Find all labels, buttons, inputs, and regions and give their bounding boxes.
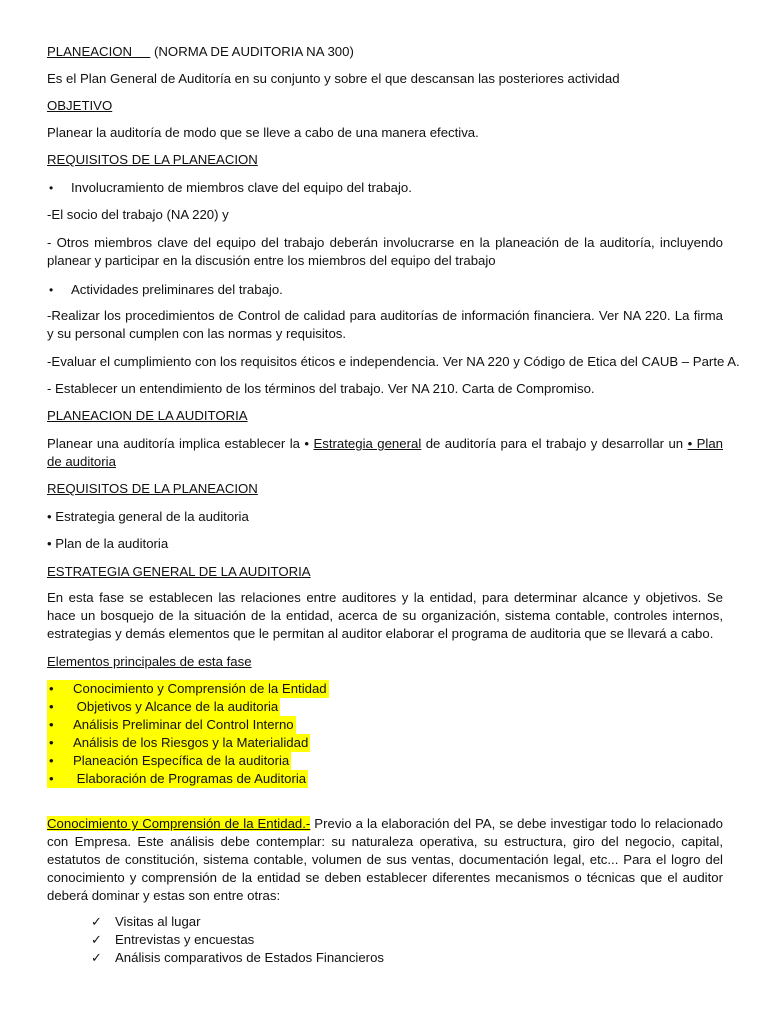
req-item-1: • Estrategia general de la auditoria — [47, 509, 249, 524]
realizar-paragraph: -Realizar los procedimientos de Control de calidad para auditorías de información financiera. Ver NA 220. La firma y su personal cumplen con las normas y requisitos. — [47, 308, 723, 341]
title-norma: (NORMA DE AUDITORIA NA 300) — [154, 44, 354, 59]
checkmark-icon: ✓ — [91, 950, 103, 965]
socio-text: -El socio del trabajo (NA 220) y — [47, 207, 229, 222]
check-text: Entrevistas y encuestas — [115, 932, 255, 947]
elementos-heading: Elementos principales de esta fase — [47, 654, 252, 669]
bullet-dot: • — [49, 283, 54, 297]
planeacion-auditoria-heading: PLANEACION DE LA AUDITORIA — [47, 408, 248, 423]
planear-mid: de auditoría para el trabajo y desarrollar un — [425, 436, 684, 451]
elemento-text: Objetivos y Alcance de la auditoria — [73, 699, 279, 714]
requisitos-heading: REQUISITOS DE LA PLANEACION — [47, 152, 258, 167]
check-item-visitas — [91, 913, 201, 931]
planear-paragraph — [47, 435, 723, 471]
estrategia-heading: ESTRATEGIA GENERAL DE LA AUDITORIA — [47, 564, 311, 579]
elemento-text: Análisis de los Riesgos y la Materialidad — [73, 735, 309, 750]
title-planeacion: PLANEACION — [47, 44, 133, 59]
checkmark-icon: ✓ — [91, 914, 103, 929]
bullet-dot: • — [49, 753, 54, 768]
title-line — [47, 43, 354, 61]
title-gap — [132, 44, 150, 59]
elemento-item — [47, 716, 329, 734]
evaluar-text: -Evaluar el cumplimiento con los requisitos éticos e independencia. Ver NA 220 y Código de Etica del CAUB – Parte A. — [47, 354, 740, 369]
check-item-entrevistas — [91, 931, 254, 949]
bullet-dot: • — [49, 735, 54, 750]
establecer-text: - Establecer un entendimiento de los términos del trabajo. Ver NA 210. Carta de Compromiso. — [47, 381, 595, 396]
elementos-list — [47, 680, 329, 788]
bullet-dot: • — [49, 771, 54, 786]
bullet-text: Actividades preliminares del trabajo. — [71, 282, 283, 297]
elemento-text: Planeación Específica de la auditoria — [73, 753, 290, 768]
conocimiento-label: Conocimiento y Comprensión de la Entidad.- — [47, 816, 311, 831]
elemento-item — [47, 770, 329, 788]
elemento-text: Elaboración de Programas de Auditoria — [73, 771, 307, 786]
elemento-item — [47, 752, 329, 770]
otros-paragraph: - Otros miembros clave del equipo del trabajo deberán involucrarse en la planeación de la auditoría, incluyendo planear y participar en la discusión entre los miembros del equipo del trabajo — [47, 235, 723, 268]
check-item-analisis — [91, 949, 384, 967]
planear-estrategia: Estrategia general — [313, 436, 422, 451]
elemento-text: Conocimiento y Comprensión de la Entidad — [73, 681, 327, 696]
planear-pre: Planear una auditoría implica establecer la • — [47, 436, 310, 451]
bullet-text: Involucramiento de miembros clave del equipo del trabajo. — [71, 180, 412, 195]
checkmark-icon: ✓ — [91, 932, 103, 947]
elemento-item — [47, 734, 329, 752]
bullet-dot: • — [49, 717, 54, 732]
objetivo-heading: OBJETIVO — [47, 98, 113, 113]
requisitos-heading-2: REQUISITOS DE LA PLANEACION — [47, 481, 258, 496]
elemento-text: Análisis Preliminar del Control Interno — [73, 717, 294, 732]
conocimiento-text: Previo a la elaboración del PA, se debe investigar todo lo relacionado con Empresa. Este análisis debe contemplar: su naturaleza operativa, su estructura, giro del negocio, capital, estatutos de constitución, sistema contable, volumen de sus ventas, documentación legal, etc... Para el logro del conocimiento y comprensión de la entidad se deben establecer diferentes mecanismos o técnicas que el auditor deberá dominar y estas son entre otras: — [47, 816, 723, 903]
estrategia-paragraph: En esta fase se establecen las relaciones entre auditores y la entidad, para determinar alcance y objetivos. Se hace un bosquejo de la situación de la entidad, acerca de su organización, sistema contable, controles internos, estrategias y demás elementos que le permitan al auditor elaborar el programa de auditoria que se llevará a cabo. — [47, 590, 723, 641]
elemento-item — [47, 680, 329, 698]
check-text: Análisis comparativos de Estados Financieros — [115, 950, 385, 965]
intro-text: Es el Plan General de Auditoría en su conjunto y sobre el que descansan las posteriores actividad — [47, 71, 620, 86]
conocimiento-paragraph — [47, 815, 723, 905]
objetivo-text: Planear la auditoría de modo que se lleve a cabo de una manera efectiva. — [47, 125, 479, 140]
bullet-dot: • — [49, 681, 54, 696]
bullet-dot: • — [49, 699, 54, 714]
check-text: Visitas al lugar — [115, 914, 201, 929]
req-item-2: • Plan de la auditoria — [47, 536, 169, 551]
elemento-item — [47, 698, 329, 716]
bullet-dot: • — [49, 181, 54, 195]
planear-plan: • Plan de auditoria — [47, 436, 723, 469]
